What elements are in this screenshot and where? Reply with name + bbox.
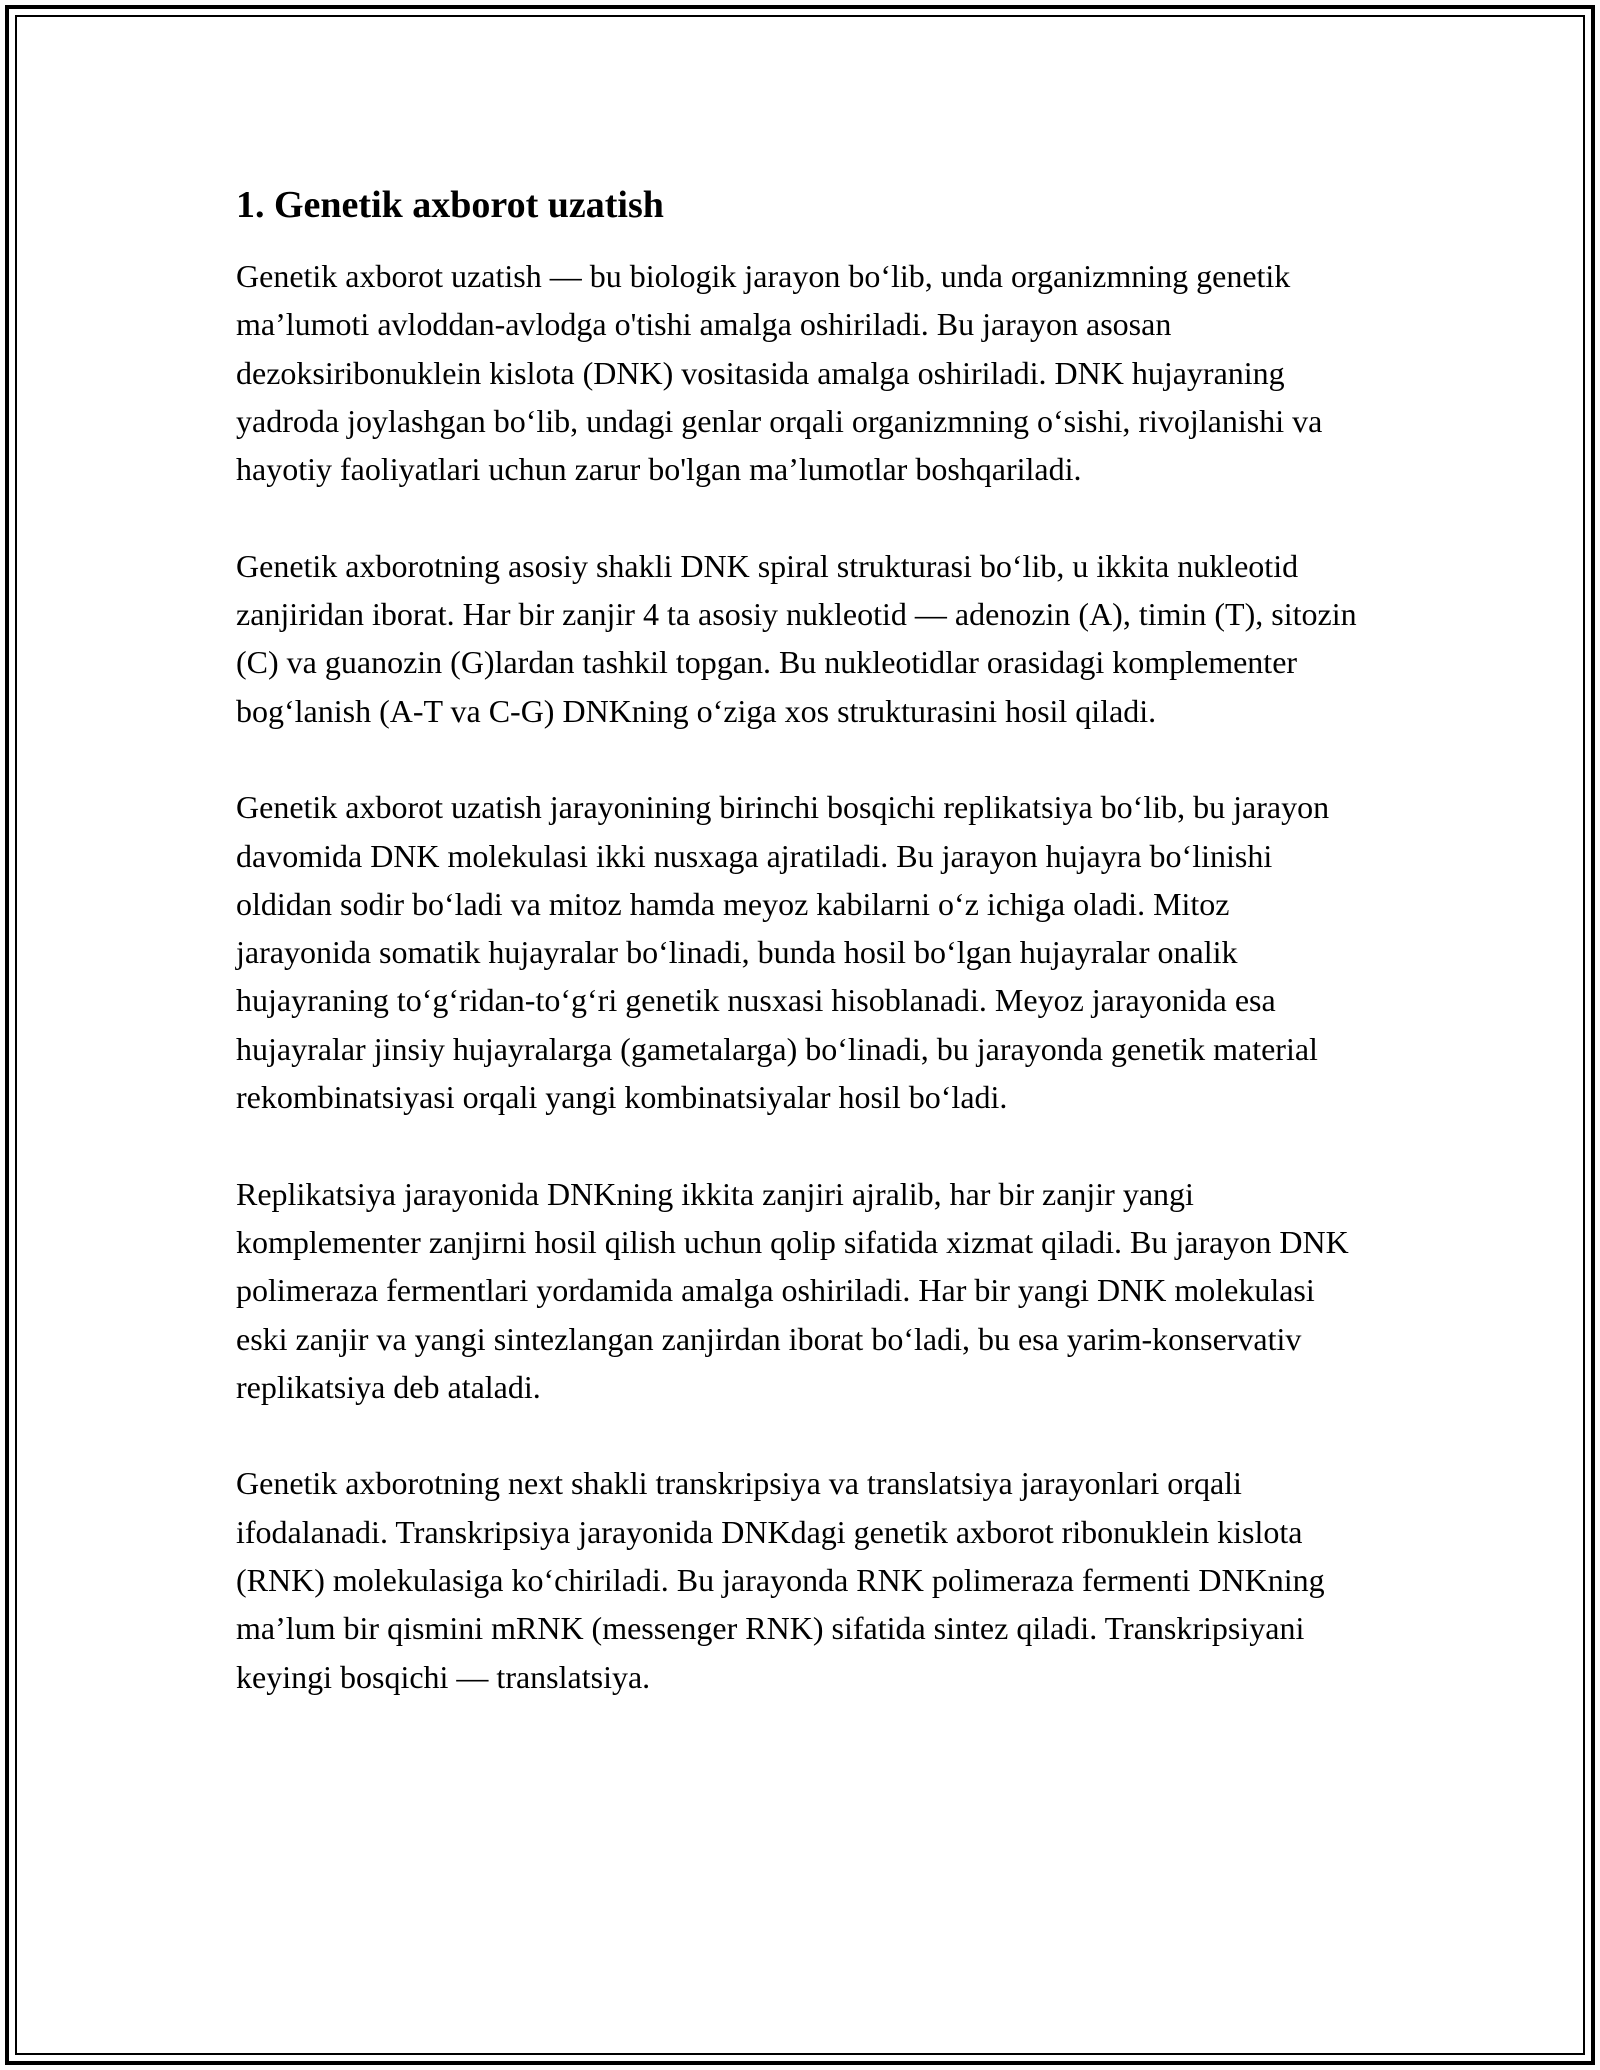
paragraph-3: Genetik axborot uzatish jarayonining birinchi bosqichi replikatsiya bo‘lib, bu jarayon davomida DNK molekulasi ikki nusxaga ajratiladi. Bu jarayon hujayra bo‘linishi oldidan sodir bo‘ladi va mitoz hamda meyoz kabilarni o‘z ichiga oladi. Mitoz jarayonida somatik hujayralar bo‘linadi, bunda hosil bo‘lgan hujayralar onalik hujayraning to‘g‘ridan-to‘g‘ri genetik nusxasi hisoblanadi. Meyoz jarayonida esa hujayralar jinsiy hujayralarga (gametalarga) bo‘linadi, bu jarayonda genetik material rekombinatsiyasi orqali yangi kombinatsiyalar hosil bo‘ladi. — [236, 789, 1330, 1116]
paragraph-1: Genetik axborot uzatish — bu biologik jarayon bo‘lib, unda organizmning genetik ma’lumoti avloddan-avlodga o'tishi amalga oshiriladi. Bu jarayon asosan dezoksiribonuklein kislota (DNK) vositasida amalga oshiriladi. DNK hujayraning yadroda joylashgan bo‘lib, undagi genlar orqali organizmning o‘sishi, rivojlanishi va hayotiy faoliyatlari uchun zarur bo'lgan ma’lumotlar boshqariladi. — [236, 258, 1323, 488]
paragraph-2: Genetik axborotning asosiy shakli DNK spiral strukturasi bo‘lib, u ikkita nukleotid zanjiridan iborat. Har bir zanjir 4 ta asosiy nukleotid — adenozin (A), timin (T), sitozin (C) va guanozin (G)lardan tashkil topgan. Bu nukleotidlar orasidagi komplementer bog‘lanish (A-T va C-G) DNKning o‘ziga xos strukturasini hosil qiladi. — [236, 547, 1357, 729]
document-body — [236, 182, 1366, 1701]
paragraph-5: Genetik axborotning next shakli transkripsiya va translatsiya jarayonlari orqali ifodalanadi. Transkripsiya jarayonida DNKdagi genetik axborot ribonuklein kislota (RNK) molekulasiga ko‘chiriladi. Bu jarayonda RNK polimeraza fermenti DNKning ma’lum bir qismini mRNK (messenger RNK) sifatida sintez qiladi. Transkripsiyani keyingi bosqichi — translatsiya. — [236, 1465, 1325, 1695]
paragraph-4: Replikatsiya jarayonida DNKning ikkita zanjiri ajralib, har bir zanjir yangi komplementer zanjirni hosil qilish uchun qolip sifatida xizmat qiladi. Bu jarayon DNK polimeraza fermentlari yordamida amalga oshiriladi. Har bir yangi DNK molekulasi eski zanjir va yangi sintezlangan zanjirdan iborat bo‘ladi, bu esa yarim-konservativ replikatsiya deb ataladi. — [236, 1175, 1349, 1405]
section-heading: 1. Genetik axborot uzatish — [236, 184, 664, 226]
